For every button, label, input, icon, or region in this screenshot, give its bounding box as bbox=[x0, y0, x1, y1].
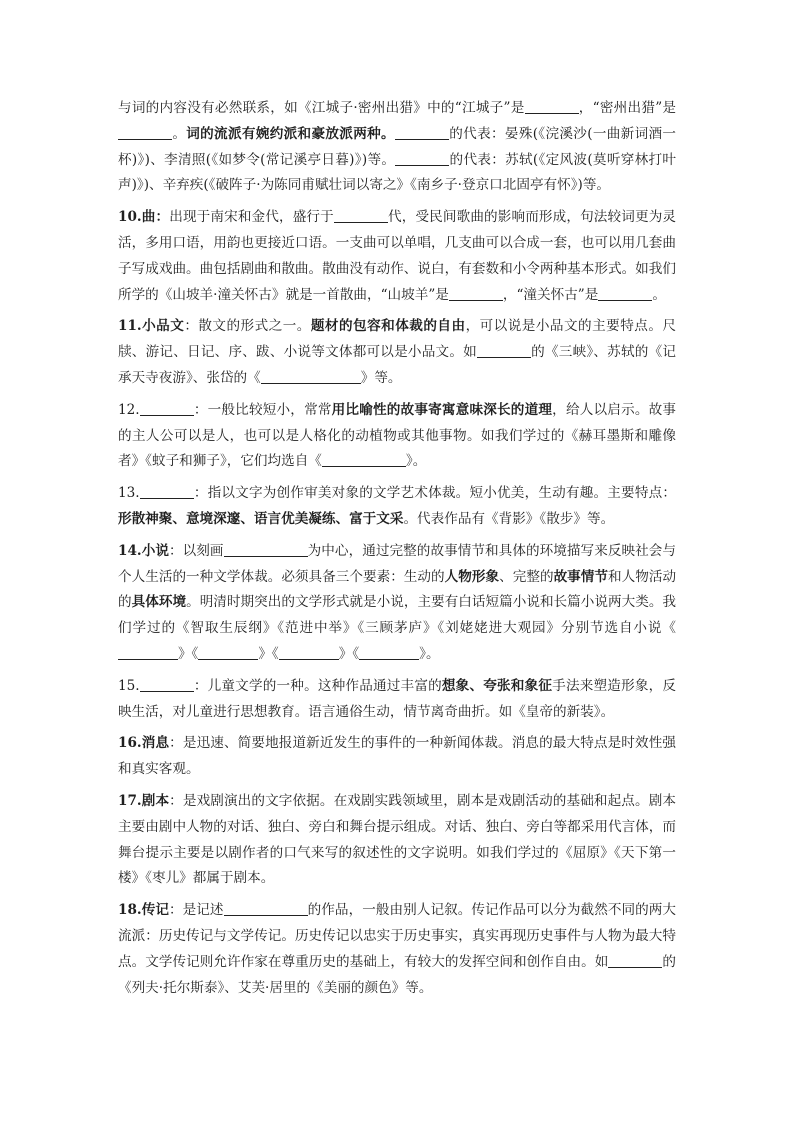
fill-blank[interactable] bbox=[449, 284, 503, 301]
fill-blank[interactable] bbox=[140, 675, 194, 692]
item-heading: 18.传记 bbox=[118, 902, 169, 919]
text: 的作品，一般由别人记叙。传记作品可以分为截然不同的两大流派：历史传记与文学传记。历史传记以忠实于历史事实，真实再现历史事件与人物为最大特点。文学传记则允许作家在尊重历史的基础上，有较大的发挥空间和创作自由。如 bbox=[118, 902, 677, 970]
text: 。 bbox=[652, 286, 666, 303]
text: 。明清时期突出的文学形式就是小说，主要有白话短篇小说和长篇小说两大类。我们学过的《智取生辰纲》《范进中举》《三顾茅庐》《刘姥姥进大观园》分别节选自小说《 bbox=[118, 594, 677, 637]
text: ，可以说是小品文的主要特点。尺牍、游记、日记、序、跋、小说等文体都可以是小品文。如 bbox=[118, 318, 677, 361]
text: 的《列夫·托尔斯泰》、艾芙·居里的《美丽的颜色》等。 bbox=[118, 953, 677, 996]
text: ：散文的形式之一。 bbox=[184, 318, 311, 335]
paragraph-biography bbox=[118, 898, 676, 1001]
fill-blank[interactable] bbox=[198, 643, 258, 660]
fill-blank[interactable] bbox=[224, 540, 308, 557]
paragraph-script bbox=[118, 789, 676, 892]
text: 为中心，通过完整的故事情节和具体的环境描写来反映社会与个人生活的一种文学体裁。必须具备三个要素：生动的 bbox=[118, 542, 677, 585]
fill-blank[interactable] bbox=[118, 123, 172, 140]
bold-text: 用比喻性的故事寄寓意味深长的道理 bbox=[331, 401, 553, 418]
document-page bbox=[118, 96, 676, 1007]
fill-blank[interactable] bbox=[140, 399, 194, 416]
bold-text: 形散神聚、意境深邃、语言优美凝练、富于文采 bbox=[118, 510, 404, 527]
fill-blank[interactable] bbox=[608, 951, 662, 968]
paragraph-news bbox=[118, 731, 676, 783]
item-heading: 17.剧本 bbox=[118, 792, 170, 809]
text: 和人物活动的 bbox=[118, 568, 677, 611]
item-heading: 12. bbox=[118, 401, 140, 418]
bold-text: 想象、夸张和象征 bbox=[441, 677, 553, 694]
text: ，“密州出猎”是 bbox=[578, 100, 676, 116]
text: ：是记述 bbox=[169, 902, 224, 919]
text: 代，受民间歌曲的影响而形成，句法较词更为灵活，多用口语，用韵也更接近口语。一支曲可以单唱，几支曲可以合成一套，也可以用几套曲子写成戏曲。曲包括剧曲和散曲。散曲没有动作、说白，有套数和小令两种基本形式。如我们所学的《山坡羊·潼关怀古》就是一首散曲，“山坡羊”是 bbox=[118, 209, 677, 303]
paragraph-novel bbox=[118, 539, 676, 668]
text: 》《 bbox=[338, 645, 360, 662]
text: 》。 bbox=[419, 645, 440, 662]
fill-blank[interactable] bbox=[279, 643, 339, 660]
fill-blank[interactable] bbox=[224, 899, 308, 916]
text: 。代表作品有《背影》《散步》等。 bbox=[403, 510, 615, 527]
paragraph-fairytale bbox=[118, 674, 676, 726]
fill-blank[interactable] bbox=[322, 450, 406, 467]
text: ：指以文字为创作审美对象的文学艺术体裁。短小优美，生动有趣。主要特点： bbox=[193, 485, 676, 502]
fill-blank[interactable] bbox=[334, 206, 388, 223]
fill-blank[interactable] bbox=[359, 643, 419, 660]
text: 》《 bbox=[178, 645, 199, 662]
text: 的《三峡》、苏轼的《记承天寺夜游》、张岱的《 bbox=[118, 344, 676, 386]
text: ：是戏剧演出的文字依据。在戏剧实践领域里，剧本是戏剧活动的基础和起点。剧本主要由剧中人物的对话、独白、旁白和舞台提示组成。对话、独白、旁白等都采用代言体，而舞台提示主要是以剧作者的口气来写的叙述性的文字说明。如我们学过的《屈原》《天下第一楼》《枣儿》都属于剧本。 bbox=[118, 792, 677, 887]
fill-blank[interactable] bbox=[598, 284, 652, 301]
text: ：儿童文学的一种。这种作品通过丰富的 bbox=[193, 677, 442, 694]
bold-text: 具体环境 bbox=[131, 594, 187, 611]
text: ：是迅速、简要地报道新近发生的事件的一种新闻体裁。消息的最大特点是时效性强和真实客观。 bbox=[118, 735, 677, 778]
fill-blank[interactable] bbox=[525, 97, 579, 114]
text: 与词的内容没有必然联系，如《江城子·密州出猎》中的“江城子”是 bbox=[118, 100, 525, 116]
bold-text: 题材的包容和体裁的自由 bbox=[310, 318, 466, 335]
text: ，给人以启示。故事的主人公可以是人，也可以是人格化的动植物或其他事物。如我们学过的《赫耳墨斯和雕像者》《蚊子和狮子》，它们均选自《 bbox=[118, 401, 677, 470]
item-heading: 15. bbox=[118, 677, 140, 694]
fill-blank[interactable] bbox=[395, 149, 449, 166]
item-heading: 10.曲： bbox=[118, 209, 170, 226]
fill-blank[interactable] bbox=[477, 341, 531, 358]
paragraph-prose bbox=[118, 481, 676, 533]
bold-text: 人物形象 bbox=[444, 568, 500, 585]
text: ，“潼关怀古”是 bbox=[502, 286, 599, 303]
fill-blank[interactable] bbox=[395, 123, 449, 140]
text: 》等。 bbox=[360, 369, 402, 386]
text: 出现于南宋和金代，盛行于 bbox=[169, 209, 334, 226]
text: 的代表：晏殊(《浣溪沙(一曲新词酒一杯)》)、李清照(《如梦令(常记溪亭日暮)》)等。 bbox=[118, 125, 676, 168]
fill-blank[interactable] bbox=[118, 643, 178, 660]
text: 、完整的 bbox=[499, 568, 554, 585]
item-heading: 13. bbox=[118, 485, 140, 502]
fill-blank[interactable] bbox=[261, 367, 361, 384]
bold-text: 词的流派有婉约派和豪放派两种。 bbox=[186, 125, 395, 142]
paragraph-fable bbox=[118, 398, 676, 475]
text: 》。 bbox=[405, 453, 427, 470]
text: ：以刻画 bbox=[169, 542, 224, 559]
item-heading: 16.消息 bbox=[118, 735, 170, 752]
paragraph-xiaopinwen bbox=[118, 314, 676, 391]
text: 。 bbox=[172, 125, 187, 142]
text: 手法来塑造形象，反映生活，对儿童进行思想教育。语言通俗生动，情节离奇曲折。如《皇帝的新装》。 bbox=[118, 677, 677, 720]
item-heading: 14.小说 bbox=[118, 542, 169, 559]
text: 的代表：苏轼(《定风波(莫听穿林打叶声)》)、辛弃疾(《破阵子·为陈同甫赋壮词以寄之》《南乡子·登京口北固亭有怀》)等。 bbox=[118, 151, 676, 194]
item-heading: 11.小品文 bbox=[118, 318, 185, 335]
paragraph-qu bbox=[118, 205, 676, 308]
text: ：一般比较短小，常常 bbox=[193, 401, 332, 418]
fill-blank[interactable] bbox=[140, 482, 194, 499]
bold-text: 故事情节 bbox=[553, 568, 609, 585]
paragraph-ci-continued bbox=[118, 96, 676, 199]
text: 》《 bbox=[258, 645, 279, 662]
